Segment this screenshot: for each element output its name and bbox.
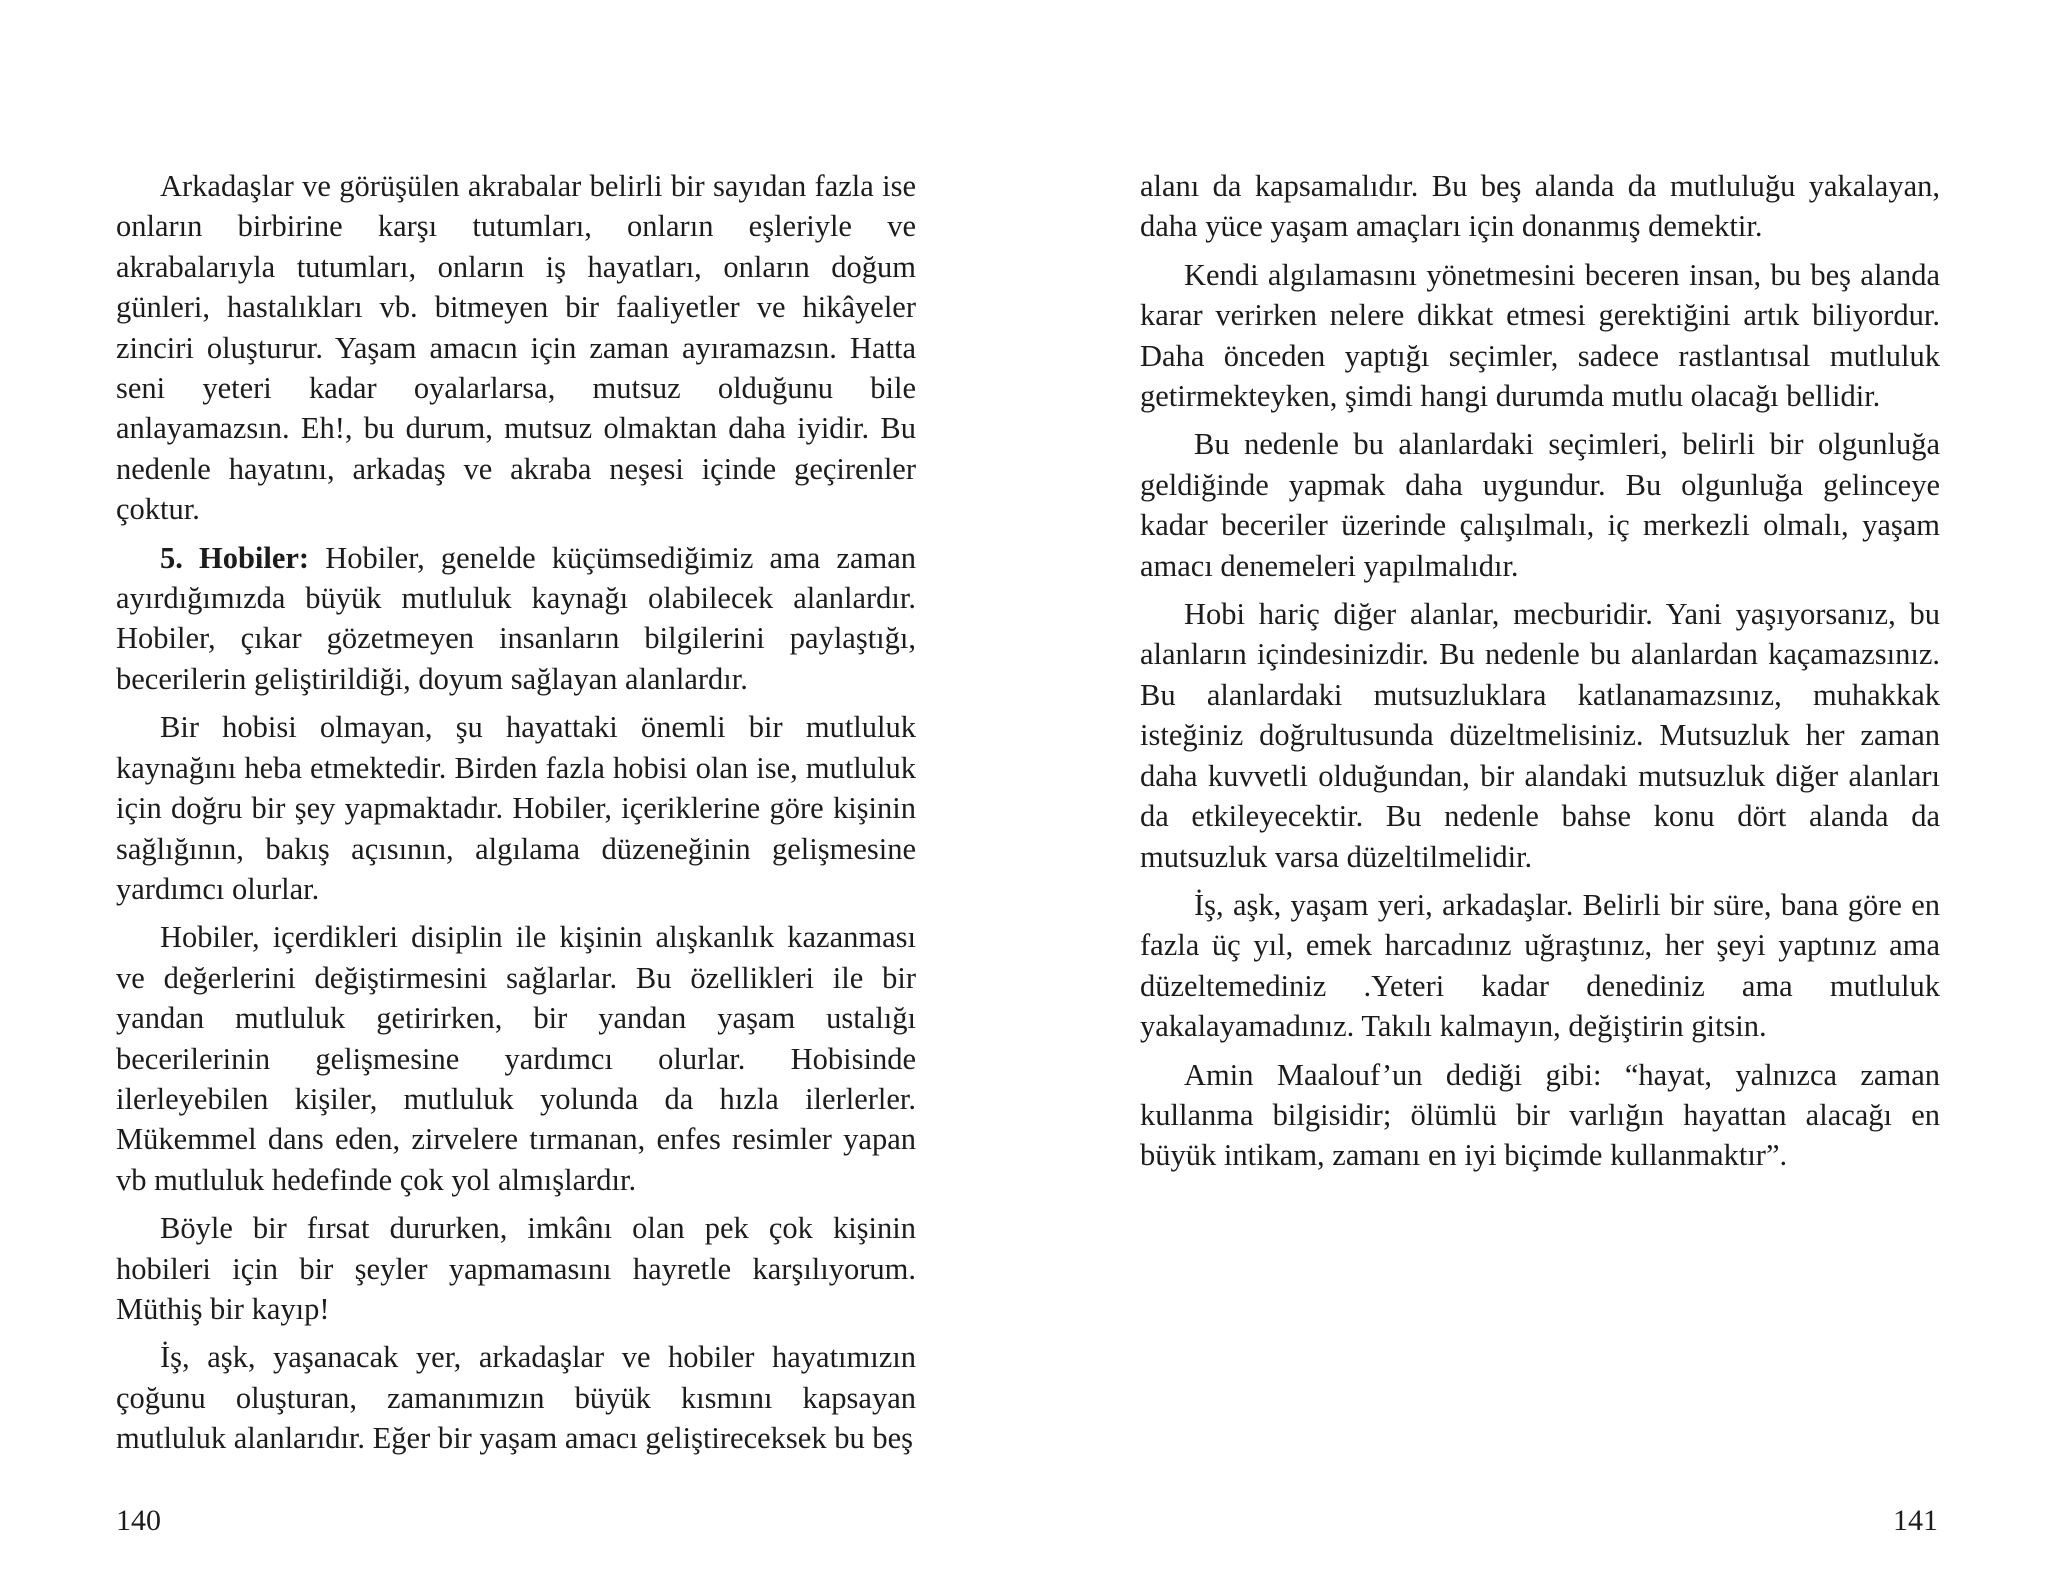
left-page-text (116, 166, 916, 1467)
page-number: 140 (116, 1504, 161, 1537)
paragraph: Bu nedenle bu alanlardaki seçimleri, belirli bir olgunluğa geldiğinde yapmak daha uygundur. Bu olgunluğa gelinceye kadar beceriler üzerinde çalışılmalı, iç merkezli olmalı, yaşam amacı denemeleri yapılmalıdır. (1140, 427, 1940, 583)
paragraph: Böyle bir fırsat dururken, imkânı olan pek çok kişinin hobileri için bir şeyler yapmamasını hayretle karşılıyorum. Müthiş bir kayıp! (116, 1211, 916, 1326)
paragraph: İş, aşk, yaşam yeri, arkadaşlar. Belirli bir süre, bana göre en fazla üç yıl, emek harcadınız uğraştınız, her şeyi yaptınız ama düzeltemediniz .Yeteri kadar denediniz ama mutluluk yakalayamadınız. Takılı kalmayın, değiştirin gitsin. (1140, 887, 1940, 1044)
right-page-text (1140, 166, 1940, 1184)
paragraph: Bir hobisi olmayan, şu hayattaki önemli bir mutluluk kaynağını heba etmektedir. Birden fazla hobisi olan ise, mutluluk için doğru bir şey yapmaktadır. Hobiler, içeriklerine göre kişinin sağlığının, bakış açısının, algılama düzeneğinin gelişmesine yardımcı olurlar. (116, 710, 916, 906)
paragraph: İş, aşk, yaşanacak yer, arkadaşlar ve hobiler hayatımızın çoğunu oluşturan, zamanımızın büyük kısmını kapsayan mutluluk alanlarıdır. Eğer bir yaşam amacı geliştireceksek bu beş (116, 1340, 916, 1456)
paragraph-hobiler (116, 538, 916, 700)
right-page (1024, 0, 2048, 1593)
paragraph-text: Hobiler, genelde küçümsediğimiz ama zaman ayırdığımızda büyük mutluluk kaynağı olabilecek alanlardır. Hobiler, çıkar gözetmeyen insanların bilgilerini paylaştığı, becerilerin geliştirildiği, doyum sağlayan alanlardır. (116, 540, 916, 696)
paragraph: Amin Maalouf’un dediği gibi: “hayat, yalnızca zaman kullanma bilgisidir; ölümlü bir varlığın hayattan alacağı en büyük intikam, zamanı en iyi biçimde kullanmaktır”. (1140, 1057, 1940, 1173)
page-number: 141 (1893, 1504, 1938, 1537)
paragraph: Hobiler, içerdikleri disiplin ile kişinin alışkanlık kazanması ve değerlerini değiştirmesini sağlarlar. Bu özellikleri ile bir yandan mutluluk getirirken, bir yandan yaşam ustalığı becerilerinin gelişmesine yardımcı olurlar. Hobisinde ilerleyebilen kişiler, mutluluk yolunda da hızla ilerlerler. Mükemmel dans eden, zirvelere tırmanan, enfes resimler yapan vb mutluluk hedefinde çok yol almışlardır. (116, 920, 916, 1197)
section-heading: 5. Hobiler: (160, 540, 310, 575)
paragraph: Kendi algılamasını yönetmesini beceren insan, bu beş alanda karar verirken nelere dikkat etmesi gerektiğini artık biliyordur. Daha önceden yaptığı seçimler, sadece rastlantısal mutluluk getirmekteyken, şimdi hangi durumda mutlu olacağı bellidir. (1140, 257, 1940, 414)
paragraph: alanı da kapsamalıdır. Bu beş alanda da mutluluğu yakalayan, daha yüce yaşam amaçları için donanmış demektir. (1140, 169, 1940, 244)
paragraph: Hobi hariç diğer alanlar, mecburidir. Yani yaşıyorsanız, bu alanların içindesinizdir. Bu nedenle bu alanlardan kaçamazsınız. Bu alanlardaki mutsuzluklara katlanamazsınız, muhakkak isteğiniz doğrultusunda düzeltmelisiniz. Mutsuzluk her zaman daha kuvvetli olduğundan, bir alandaki mutsuzluk diğer alanları da etkileyecektir. Bu nedenle bahse konu dört alanda da mutsuzluk varsa düzeltilmelidir. (1140, 597, 1940, 874)
paragraph: Arkadaşlar ve görüşülen akrabalar belirli bir sayıdan fazla ise onların birbirine karşı tutumları, onların eşleriyle ve akrabalarıyla tutumları, onların iş hayatları, onların doğum günleri, hastalıkları vb. bitmeyen bir faaliyetler ve hikâyeler zinciri oluşturur. Yaşam amacın için zaman ayıramazsın. Hatta seni yeteri kadar oyalarlarsa, mutsuz olduğunu bile anlayamazsın. Eh!, bu durum, mutsuz olmaktan daha iyidir. Bu nedenle hayatını, arkadaş ve akraba neşesi içinde geçirenler çoktur. (116, 169, 916, 527)
